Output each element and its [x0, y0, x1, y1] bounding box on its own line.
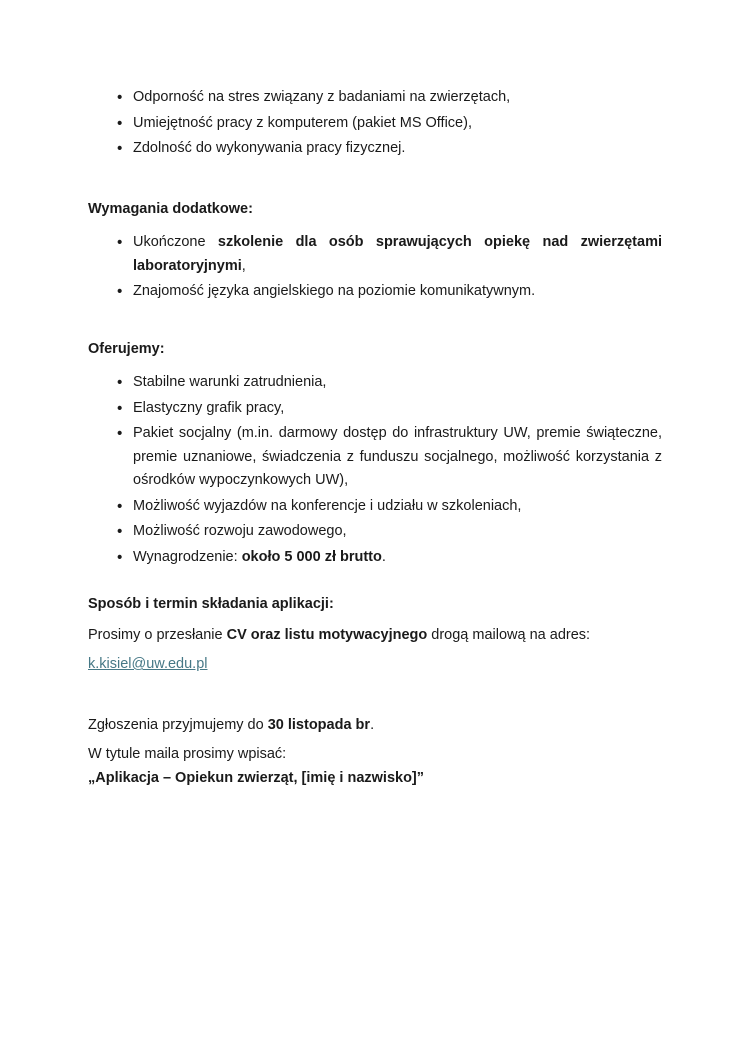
paragraph-text-bold: 30 listopada br — [267, 716, 371, 733]
list-item — [88, 137, 662, 161]
bullet-text: Możliwość wyjazdów na konferencje i udziału w szkoleniach, — [133, 497, 522, 514]
subject-block — [88, 743, 662, 790]
subject-intro-text: W tytule maila prosimy wpisać: — [88, 746, 287, 762]
application-heading: Sposób i termin składania aplikacji: — [88, 596, 334, 612]
paragraph-text: Prosimy o przesłanie — [88, 626, 227, 643]
subject-line-text: „Aplikacja – Opiekun zwierząt, [imię i nazwisko]” — [88, 769, 425, 786]
deadline-line — [88, 714, 662, 738]
email-line — [88, 653, 662, 677]
list-item-salary — [88, 546, 662, 570]
list-item — [88, 495, 662, 519]
email-link[interactable]: k.kisiel@uw.edu.pl — [88, 656, 208, 672]
bullet-text-bold: szkolenie dla osób sprawujących opiekę nad zwierzętami laboratoryjnymi — [133, 234, 662, 274]
intro-bullet-list — [88, 86, 662, 161]
bullet-text: , — [241, 257, 246, 274]
offer-bullet-list — [88, 371, 662, 569]
list-item — [88, 86, 662, 110]
list-item — [88, 112, 662, 136]
bullet-text: Stabilne warunki zatrudnienia, — [133, 374, 327, 390]
paragraph-text: drogą mailową na adres: — [427, 626, 591, 643]
bullet-text: Odporność na stres związany z badaniami na zwierzętach, — [133, 89, 511, 105]
list-item — [88, 371, 662, 395]
requirements-bullet-list — [88, 231, 662, 304]
paragraph-text: Zgłoszenia przyjmujemy do — [88, 716, 268, 733]
list-item — [88, 422, 662, 493]
list-item — [88, 520, 662, 544]
bullet-text: Pakiet socjalny (m.in. darmowy dostęp do infrastruktury UW, premie świąteczne, premie uznaniowe, świadczenia z funduszu socjalnego, możliwość korzystania z ośrodków wypoczynkowych UW), — [133, 425, 662, 488]
list-item — [88, 397, 662, 421]
bullet-text-bold: około 5 000 zł brutto — [241, 548, 382, 565]
paragraph-text: . — [370, 716, 375, 733]
bullet-text: Ukończone — [133, 234, 218, 250]
offer-heading: Oferujemy: — [88, 340, 165, 357]
application-send-line — [88, 624, 662, 648]
paragraph-text-bold: CV oraz listu motywacyjnego — [226, 626, 428, 643]
bullet-text: . — [381, 548, 386, 565]
bullet-text: Możliwość rozwoju zawodowego, — [133, 523, 347, 539]
bullet-text: Zdolność do wykonywania pracy fizycznej. — [133, 140, 406, 156]
bullet-text: Elastyczny grafik pracy, — [133, 399, 285, 416]
bullet-text: Wynagrodzenie: — [133, 548, 242, 565]
list-item — [88, 231, 662, 278]
bullet-text: Znajomość języka angielskiego na poziomie komunikatywnym. — [133, 283, 536, 299]
list-item — [88, 280, 662, 304]
requirements-heading: Wymagania dodatkowe: — [88, 200, 253, 217]
bullet-text: Umiejętność pracy z komputerem (pakiet MS Office), — [133, 114, 472, 131]
